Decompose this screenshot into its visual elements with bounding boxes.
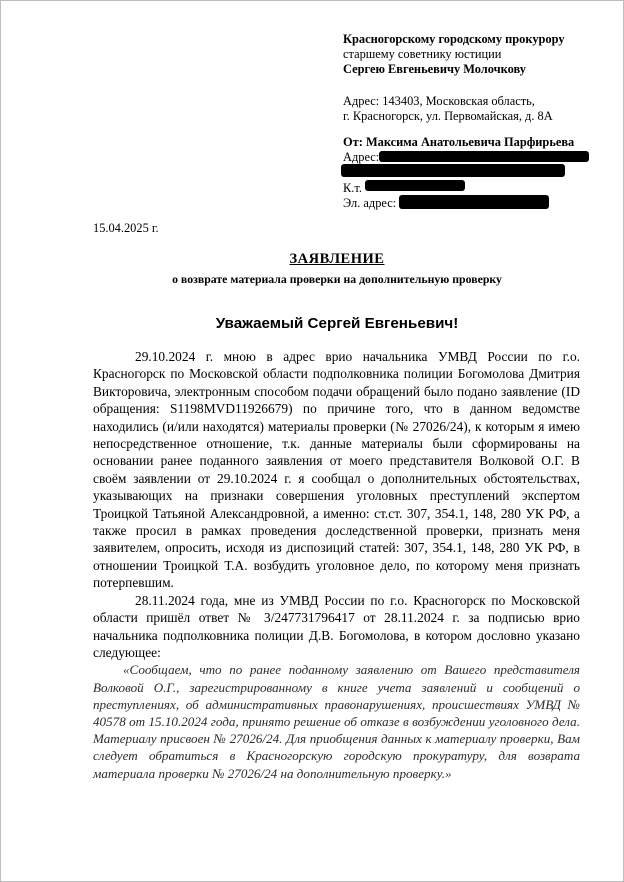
document-title: ЗАЯВЛЕНИЕ bbox=[289, 251, 385, 267]
recipient-line-2: старшему советнику юстиции bbox=[343, 47, 502, 62]
body-paragraph-1: 29.10.2024 г. мною в адрес врио начальника УМВД России по г.о. Красногорск по Московской области подполковника полиции Богомолова Дмитрия Викторовича, электронным способом подачи обращений было подано заявление (ID обращения: S1198MVD11926679) по причине того, что в данном ведомстве находились (и/или находятся) материалы проверки (№ 27026/24), к которым я имею непосредственное отношение, т.к. данные материалы были сформированы на основании ранее поданного заявления от моего представителя Волковой О.Г. В своём заявлении от 29.10.2024 г. я сообщал о дополнительных обстоятельствах, указывающих на признаки совершения уголовных преступлений экспертом Троицкой Татьяной Александровной, а именно: ст.ст. 307, 354.1, 148, 280 УК РФ, а также просил в рамках проведения доследственной проверки, признать меня заявителем, опросить, исходя из диспозиций статей: 307, 354.1, 148, 280 УК РФ, в отношении Троицкой Т.А. возбудить уголовное дело, по которому меня признать потерпевшим. bbox=[93, 349, 580, 591]
salutation: Уважаемый Сергей Евгеньевич! bbox=[215, 315, 459, 332]
recipient-address-line-1: Адрес: 143403, Московская область, bbox=[343, 94, 535, 108]
redaction-bar-email bbox=[399, 195, 549, 209]
sender-phone-label: К.т. bbox=[343, 180, 362, 195]
document-subtitle: о возврате материала проверки на дополнительную проверку bbox=[172, 272, 502, 286]
recipient-address-line-2: г. Красногорск, ул. Первомайская, д. 8А bbox=[343, 109, 553, 124]
recipient-block bbox=[343, 32, 613, 78]
sender-from: От: Максима Анатольевича Парфирьева bbox=[343, 135, 575, 149]
document-date: 15.04.2025 г. bbox=[93, 221, 159, 235]
sender-address-label: Адрес: bbox=[343, 150, 380, 165]
redaction-bar-phone bbox=[365, 180, 465, 191]
redaction-bar-address bbox=[379, 151, 589, 162]
recipient-address-block bbox=[343, 94, 613, 124]
sender-email-label: Эл. адрес: bbox=[343, 195, 397, 210]
body-paragraph-2: 28.11.2024 года, мне из УМВД России по г.о. Красногорск по Московской области пришёл ответ № 3/247731796417 от 28.11.2024 г. за подписью врио начальника подполковника полиции Д.В. Богомолова, в котором дословно указано следующее: bbox=[93, 592, 580, 660]
recipient-line-1: Красногорскому городскому прокурору bbox=[343, 32, 565, 46]
document-body bbox=[93, 348, 580, 782]
recipient-line-3: Сергею Евгеньевичу Молочкову bbox=[343, 62, 526, 77]
quoted-response-text: «Сообщаем, что по ранее поданному заявлению от Вашего представителя Волковой О.Г., зарегистрированному в книге учета заявлений и сообщений о преступлениях, об административных правонарушениях, происшествиях УМВД № 40578 от 15.10.2024 года, принято решение об отказе в возбуждении уголовного дела. Материалу присвоен № 27026/24. Для приобщения данных к материалу проверки, Вам следует обратиться в Красногорскую городскую прокуратуру, для возврата материала проверки № 27026/24 на дополнительную проверку.» bbox=[93, 662, 580, 781]
sender-block bbox=[343, 135, 613, 211]
redaction-bar-address-2 bbox=[341, 164, 565, 177]
quoted-response bbox=[93, 661, 580, 781]
